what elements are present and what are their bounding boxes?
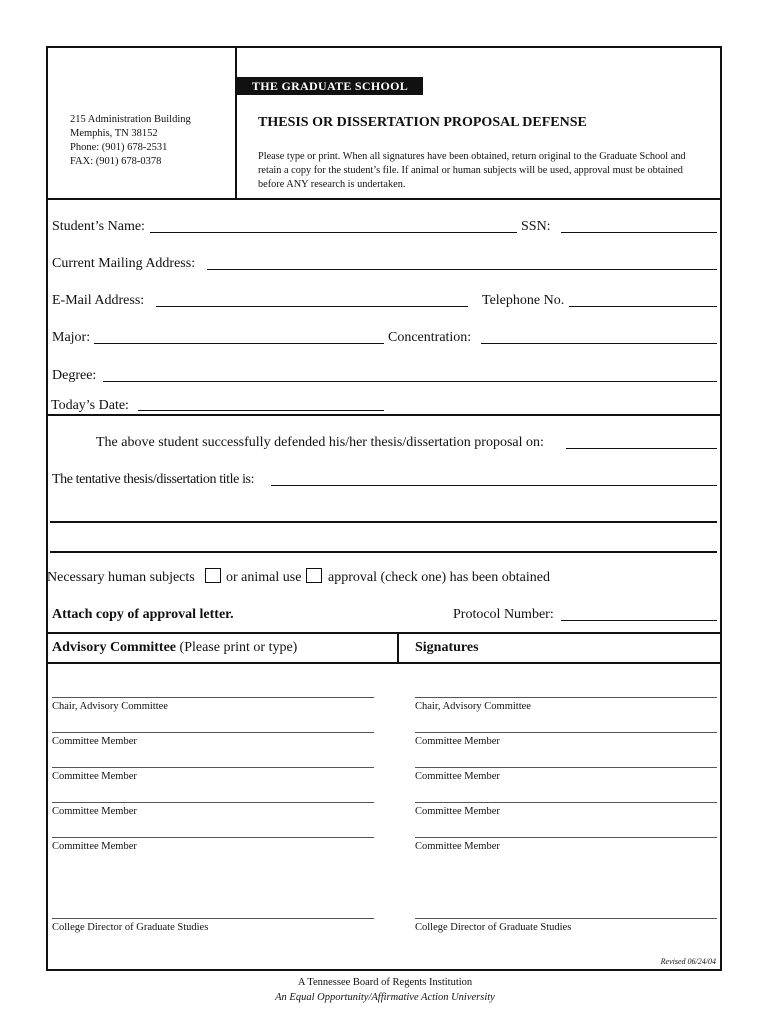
animal-use-checkbox[interactable] [306, 568, 322, 583]
address-phone: Phone: (901) 678-2531 [70, 142, 168, 153]
member3-name-line[interactable] [52, 802, 374, 803]
protocol-number-field[interactable] [561, 605, 717, 621]
advisory-committee-header-bold: Advisory Committee [52, 640, 177, 655]
defended-on-label: The above student successfully defended his/her thesis/dissertation proposal on: [96, 435, 544, 450]
member2-signature-line[interactable] [415, 767, 717, 768]
degree-field[interactable] [103, 366, 717, 382]
address-line1: 215 Administration Building [70, 114, 191, 125]
address-block [70, 113, 230, 169]
member3-signature-line[interactable] [415, 802, 717, 803]
footer-institution: A Tennessee Board of Regents Institution [297, 977, 473, 988]
todays-date-label: Today’s Date: [51, 398, 129, 413]
title-continuation-line-1[interactable] [50, 521, 717, 523]
email-label: E-Mail Address: [52, 293, 145, 308]
human-subjects-text: Necessary human subjects [47, 570, 195, 585]
school-banner: THE GRADUATE SCHOOL [237, 77, 423, 95]
director-name-caption: College Director of Graduate Studies [52, 922, 209, 933]
student-name-label: Student’s Name: [52, 219, 145, 234]
todays-date-field[interactable] [138, 395, 384, 411]
section-rule-3 [47, 662, 721, 664]
ssn-field[interactable] [561, 217, 717, 233]
footer-eeo: An Equal Opportunity/Affirmative Action University [275, 992, 495, 1003]
animal-use-text: or animal use [226, 570, 302, 585]
committee-divider [397, 633, 399, 663]
email-field[interactable] [156, 291, 468, 307]
member1-signature-caption: Committee Member [415, 736, 500, 747]
section-rule-2 [47, 632, 721, 634]
student-name-field[interactable] [150, 217, 517, 233]
member2-name-line[interactable] [52, 767, 374, 768]
mailing-address-field[interactable] [207, 254, 717, 270]
telephone-field[interactable] [569, 291, 717, 307]
chair-name-caption: Chair, Advisory Committee [52, 701, 168, 712]
director-signature-caption: College Director of Graduate Studies [415, 922, 572, 933]
address-line2: Memphis, TN 38152 [70, 128, 158, 139]
protocol-number-label: Protocol Number: [453, 607, 554, 622]
member2-name-caption: Committee Member [52, 771, 137, 782]
member4-name-caption: Committee Member [52, 841, 137, 852]
member2-signature-caption: Committee Member [415, 771, 500, 782]
header-divider [235, 47, 237, 199]
tentative-title-field[interactable] [271, 470, 717, 486]
concentration-label: Concentration: [388, 330, 472, 345]
tentative-title-label: The tentative thesis/dissertation title is: [52, 472, 255, 487]
chair-signature-caption: Chair, Advisory Committee [415, 701, 531, 712]
chair-signature-line[interactable] [415, 697, 717, 698]
member1-name-caption: Committee Member [52, 736, 137, 747]
member3-signature-caption: Committee Member [415, 806, 500, 817]
degree-label: Degree: [52, 368, 97, 383]
attach-approval-note: Attach copy of approval letter. [52, 607, 234, 622]
member1-name-line[interactable] [52, 732, 374, 733]
instructions: Please type or print. When all signatures have been obtained, return original to the Graduate School and retain a copy for the student’s file. If animal or human subjects will be used, approval must be obtained before ANY research is undertaken. [258, 151, 686, 190]
defended-on-field[interactable] [566, 433, 717, 449]
title-continuation-line-2[interactable] [50, 551, 717, 553]
member1-signature-line[interactable] [415, 732, 717, 733]
member4-name-line[interactable] [52, 837, 374, 838]
form-title: THESIS OR DISSERTATION PROPOSAL DEFENSE [258, 115, 587, 130]
approval-obtained-text: approval (check one) has been obtained [328, 570, 550, 585]
director-signature-line[interactable] [415, 918, 717, 919]
advisory-committee-header [52, 640, 297, 656]
major-label: Major: [52, 330, 91, 345]
director-name-line[interactable] [52, 918, 374, 919]
header-bottom-rule [47, 198, 721, 200]
telephone-label: Telephone No. [482, 293, 565, 308]
member4-signature-line[interactable] [415, 837, 717, 838]
section-rule-1 [47, 414, 721, 416]
advisory-committee-header-rest: (Please print or type) [176, 640, 298, 655]
address-fax: FAX: (901) 678-0378 [70, 156, 162, 167]
chair-name-line[interactable] [52, 697, 374, 698]
member3-name-caption: Committee Member [52, 806, 137, 817]
member4-signature-caption: Committee Member [415, 841, 500, 852]
ssn-label: SSN: [521, 219, 551, 234]
human-subjects-checkbox[interactable] [205, 568, 221, 583]
mailing-address-label: Current Mailing Address: [52, 256, 196, 271]
concentration-field[interactable] [481, 328, 717, 344]
major-field[interactable] [94, 328, 384, 344]
signatures-header: Signatures [415, 640, 479, 655]
revision-date: Revised 06/24/04 [660, 957, 716, 966]
